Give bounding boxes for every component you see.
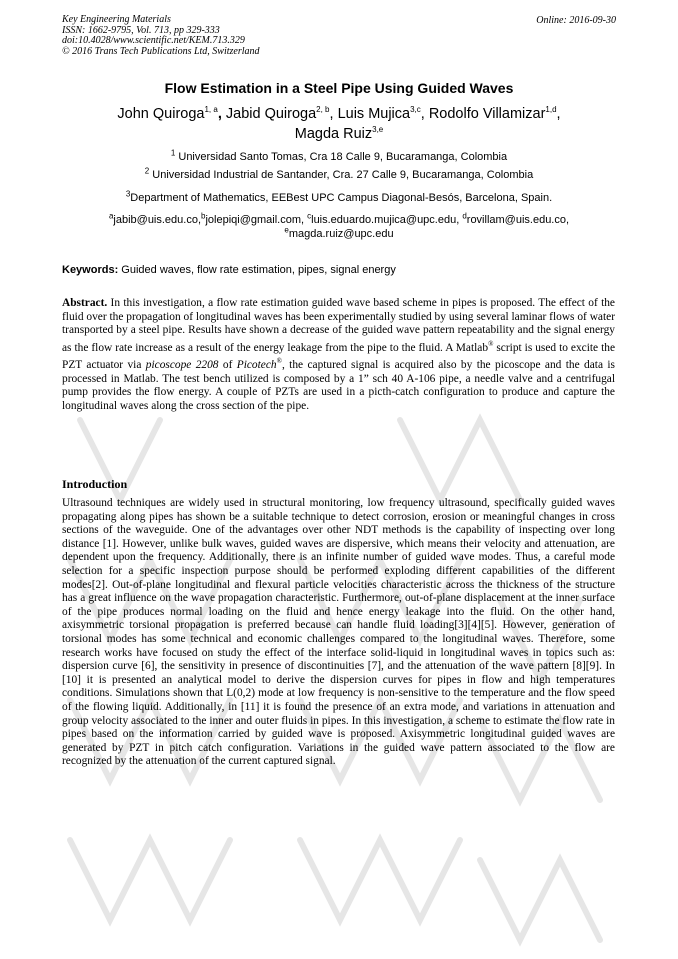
author-emails: $^a$jabib@uis.edu.co,$^b$jolepiqi@gmail.com, $^c$luis.eduardo.mujica@upc.edu, $^d$rovillam@uis.edu.co, $^e$magda.ruiz@upc.edu [108,211,570,240]
author-name: Rodolfo Villamizar [428,106,546,122]
author-name: Magda Ruiz [294,126,373,142]
abstract-label: Abstract. [62,297,108,309]
copyright: © 2016 Trans Tech Publications Ltd, Switzerland [62,45,260,57]
affiliation-2: $^2$ Universidad Industrial de Santander, Cra. 27 Calle 9, Bucaramanga, Colombia [144,166,534,181]
affiliation-1: $^1$ Universidad Santo Tomas, Cra 18 Calle 9, Bucaramanga, Colombia [170,148,508,163]
author-name: Jabid Quiroga [225,106,317,122]
online-date: Online: 2016-09-30 [536,15,616,26]
email-link[interactable]: luis.eduardo.mujica@upc.edu, [311,214,463,226]
author-affil: 2, b [316,105,330,115]
email-link[interactable]: jolepiqi@gmail.com, [205,214,308,226]
author-affil: 1,d [545,105,557,115]
introduction-body: Ultrasound techniques are widely used in structural monitoring, low frequency ultrasound, specifically guided waves propagating along pipes has shown be a suitable technique to detect corrosion, erosion or meaningful changes in cross sections of the waveguide. One of the advantages over other NDT methods is the capability of inspecting over long distance [1]. However, unlike bulk waves, guided waves are dispersive, which means their velocity and attenuation, are dependent upon the frequency. Additionally, there is an infinite number of guided wave modes. Thus, a careful mode selection for a specific inspection purpose should be performed exploding different capabilities of the different modes[2]. Out-of-plane longitudinal and flexural particle velocities characteristic across the thickness of the structure has a great influence on the wave propagation characteristic. Furthermore, out-of-plane displacement at the inner surface of the pipe produces normal loading on the fluid and hence energy leakage into the fluid. On the other hand, axisymmetric torsional propagation is preferred because can handle fluid loading[3][4][5]. However, generation of torsional modes has some technical and economic challenges compared to the longitudinal waves. Therefore, some research works have focused on study the effect of the interface solid-liquid in longitudinal waves in topics such as: dispersion curve [6], the sensitivity in presence of discontinuities [7], and the attenuation of the wave pattern [8][9]. In [10] it is presented an analytical model to derive the dispersion curves for pipes in flow and high temperatures conditions. Simulations shown that L(0,2) mode at low frequency is non-sensitive to the temperature and the flow speed of the flowing liquid. Additionally, in [11] it is found the presence of an extra mode, and variations in attenuation and group velocity associated to the inner and outer fluids in pipes. In this investigation, a scheme to estimate the flow rate in pipes based on the information carried by guided wave is proposed. Axisymmetric longitudinal guided waves are generated by PZT in pitch catch configuration. Variations in the guided wave pattern associated to the flow are recognized by the attenuation of the current captured signal. [62,497,615,768]
issn: ISSN: 1662-9795, Vol. 713, pp 329-333 [62,24,220,36]
paper-title: Flow Estimation in a Steel Pipe Using Guided Waves [164,80,514,96]
author-name: Luis Mujica [337,106,411,122]
email-link[interactable]: jabib@uis.edu.co, [113,214,202,226]
keywords [62,264,396,276]
author-affil: 3,c [410,105,421,115]
keywords-label: Keywords: [62,264,119,276]
doi: doi:10.4028/www.scientific.net/KEM.713.329 [62,35,245,46]
section-heading: Introduction [62,477,128,491]
author-name: John Quiroga [117,106,205,122]
keywords-text: Guided waves, flow rate estimation, pipes, signal energy [118,264,396,276]
email-link[interactable]: magda.ruiz@upc.edu [288,228,394,240]
author-list: John Quiroga$^{1, a}$, Jabid Quiroga$^{2, b}$, Luis Mujica$^{3,c}$, Rodolfo Villamizar$^{1,d}$, Magda Ruiz$^{3,e}$ [117,105,561,142]
journal-name: Key Engineering Materials [62,14,171,25]
affiliation-3: $^3$Department of Mathematics, EEBest UPC Campus Diagonal-Besós, Barcelona, Spain. [125,189,553,204]
author-affil: 1, a [204,105,218,115]
abstract: Abstract. In this investigation, a flow rate estimation guided wave based scheme in pipes is proposed. The effect of the fluid over the propagation of longitudinal waves has been experimentally studied by using several laminar flows of water transported by a steel pipe. Results have shown a decrease of the guided wave pattern repeatability and the signal energy as the flow rate increase as a result of the energy leakage from the pipe to the fluid. A Matlab® script is used to excite the PZT actuator via picoscope 2208 of Picotech®, the captured signal is acquired also by the picoscope and the data is processed in Matlab. The test bench utilized is composed by a 1” sch 40 A-106 pipe, a needle valve and a centrifugal pump provides the flow energy. A couple of PZTs are used in a picth-catch configuration to produce and capture the longitudinal waves along the cross section of the pipe. [62,297,615,412]
journal-meta [62,15,260,57]
author-affil: 3,e [372,125,384,135]
email-link[interactable]: rovillam@uis.edu.co, [466,214,570,226]
